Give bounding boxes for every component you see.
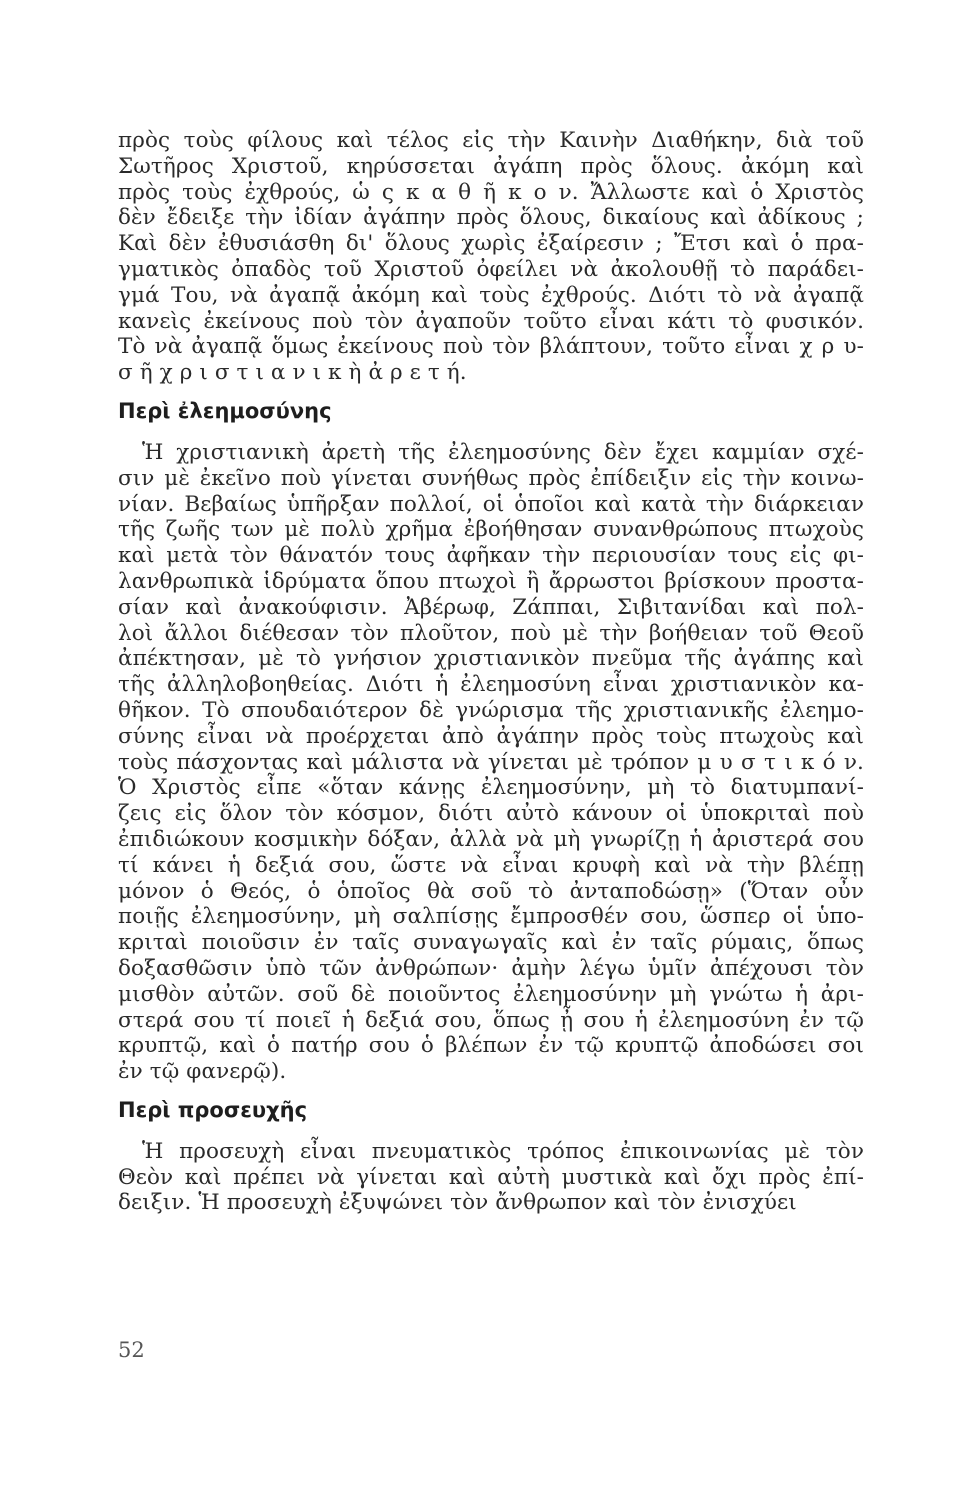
text-line: σίαν καὶ ἀνακούφισιν. Ἀβέρωφ, Ζάππαι, Σιβιτανίδαι καὶ πολ- [118,594,864,620]
text-line: στερά σου τί ποιεῖ ἡ δεξιά σου, ὅπως ᾖ σου ἡ ἐλεημοσύνη ἐν τῷ [118,1007,864,1033]
text-line: σύνης εἶναι νὰ προέρχεται ἀπὸ ἀγάπην πρὸς τοὺς πτωχοὺς καὶ [118,723,864,749]
charity-paragraph [118,440,864,1085]
text-line: ζεις εἰς ὅλον τὸν κόσμον, διότι αὐτὸ κάνουν οἱ ὑποκριταὶ ποὺ [118,801,864,827]
text-line: Σωτῆρος Χριστοῦ, κηρύσσεται ἀγάπη πρὸς ὅλους. ἀκόμη καὶ [118,153,864,179]
text-line: γματικὸς ὀπαδὸς τοῦ Χριστοῦ ὀφείλει νὰ ἀκολουθῇ τὸ παράδει- [118,256,864,282]
text-line: σ ῆ χ ρ ι σ τ ι α ν ι κ ὴ ἀ ρ ε τ ή. [118,360,467,386]
text-line: Θεὸν καὶ πρέπει νὰ γίνεται καὶ αὐτὴ μυστικὰ καὶ ὄχι πρὸς ἐπί- [118,1164,864,1190]
text-line: κρυπτῷ, καὶ ὁ πατήρ σου ὁ βλέπων ἐν τῷ κρυπτῷ ἀποδώσει σοι [118,1033,864,1059]
text-line: πρὸς τοὺς φίλους καὶ τέλος εἰς τὴν Καινὴν Διαθήκην, διὰ τοῦ [118,128,864,153]
text-line: πρὸς τοὺς ἐχθρούς, ὡ ς κ α θ ῆ κ ο ν. Ἄλλωστε καὶ ὁ Χριστὸς [118,179,864,205]
text-line: τί κάνει ἡ δεξιά σου, ὥστε νὰ εἶναι κρυφὴ καὶ νὰ τὴν βλέπῃ [118,852,864,878]
text-line: νίαν. Βεβαίως ὑπῆρξαν πολλοί, οἱ ὁποῖοι καὶ κατὰ τὴν διάρκειαν [118,491,864,517]
text-line: τῆς ἀλληλοβοηθείας. Διότι ἡ ἐλεημοσύνη εἶναι χριστιανικὸν κα- [118,672,864,698]
intro-paragraph [118,128,864,386]
text-line: σιν μὲ ἐκεῖνο ποὺ γίνεται συνήθως πρὸς ἐπίδειξιν εἰς τὴν κοινω- [118,465,864,491]
text-line: λοὶ ἄλλοι διέθεσαν τὸν πλοῦτον, ποὺ μὲ τὴν βοήθειαν τοῦ Θεοῦ [118,620,864,646]
text-line: μισθὸν αὐτῶν. σοῦ δὲ ποιοῦντος ἐλεημοσύνην μὴ γνώτω ἡ ἀρι- [118,981,864,1007]
text-line: Ἡ προσευχὴ εἶναι πνευματικὸς τρόπος ἐπικοινωνίας μὲ τὸν [142,1138,864,1164]
text-line: δειξιν. Ἡ προσευχὴ ἐξυψώνει τὸν ἄνθρωπον καὶ τὸν ἐνισχύει [118,1190,797,1216]
section-heading-prayer: Περὶ προσευχῆς [118,1097,308,1122]
text-line: δὲν ἔδειξε τὴν ἰδίαν ἀγάπην πρὸς ὅλους, δικαίους καὶ ἀδίκους ; [118,205,864,231]
page-body [118,128,864,1216]
text-line: ποιῇς ἐλεημοσύνην, μὴ σαλπίσῃς ἔμπροσθέν σου, ὥσπερ οἱ ὑπο- [118,904,864,930]
text-line: ἀπέκτησαν, μὲ τὸ γνήσιον χριστιανικὸν πνεῦμα τῆς ἀγάπης καὶ [118,646,864,672]
text-line: κριταὶ ποιοῦσιν ἐν ταῖς συναγωγαῖς καὶ ἐν ταῖς ρύμαις, ὅπως [118,930,864,956]
text-line: θῆκον. Τὸ σπουδαιότερον δὲ γνώρισμα τῆς χριστιανικῆς ἐλεημο- [118,697,864,723]
prayer-paragraph [118,1139,864,1216]
text-line: Τὸ νὰ ἀγαπᾷ ὅμως ἐκείνους ποὺ τὸν βλάπτουν, τοῦτο εἶναι χ ρ υ- [118,334,864,360]
text-line: Ἡ χριστιανικὴ ἀρετὴ τῆς ἐλεημοσύνης δὲν ἔχει καμμίαν σχέ- [142,439,864,465]
text-line: καὶ μετὰ τὸν θάνατόν τους ἀφῆκαν τὴν περιουσίαν τους εἰς φι- [118,543,864,569]
page-number: 52 [118,1338,145,1362]
text-line: λανθρωπικὰ ἱδρύματα ὅπου πτωχοὶ ἢ ἄρρωστοι βρίσκουν προστα- [118,568,864,594]
text-line: τῆς ζωῆς των μὲ πολὺ χρῆμα ἐβοήθησαν συνανθρώπους πτωχοὺς [118,517,864,543]
section-heading-charity: Περὶ ἐλεημοσύνης [118,398,332,423]
text-line: Καὶ δὲν ἐθυσιάσθη δι' ὅλους χωρὶς ἐξαίρεσιν ; Ἔτσι καὶ ὁ πρα- [118,231,864,257]
text-line: γμά Του, νὰ ἀγαπᾷ ἀκόμη καὶ τοὺς ἐχθρούς. Διότι τὸ νὰ ἀγαπᾷ [118,282,864,308]
text-line: δοξασθῶσιν ὑπὸ τῶν ἀνθρώπων· ἀμὴν λέγω ὑμῖν ἀπέχουσι τὸν [118,955,864,981]
text-line: ἐν τῷ φανερῷ). [118,1059,287,1085]
text-line: ἐπιδιώκουν κοσμικὴν δόξαν, ἀλλὰ νὰ μὴ γνωρίζῃ ἡ ἀριστερά σου [118,826,864,852]
text-line: κανεὶς ἐκείνους ποὺ τὸν ἀγαποῦν τοῦτο εἶναι κάτι τὸ φυσικόν. [118,308,864,334]
text-line: Ὁ Χριστὸς εἶπε «ὅταν κάνῃς ἐλεημοσύνην, μὴ τὸ διατυμπανί- [118,775,864,801]
text-line: μόνον ὁ Θεός, ὁ ὁποῖος θὰ σοῦ τὸ ἀνταποδώσῃ» (Ὅταν οὖν [118,878,864,904]
text-line: τοὺς πάσχοντας καὶ μάλιστα νὰ γίνεται μὲ τρόπον μ υ σ τ ι κ ό ν. [118,749,864,775]
